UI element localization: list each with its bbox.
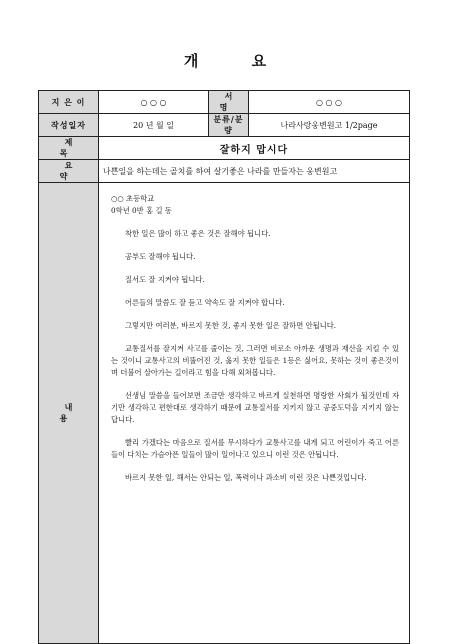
summary-form-table [38, 90, 410, 644]
name-label: 서 명 [209, 91, 249, 114]
document-title: 개 요 [183, 52, 291, 70]
summary-value: 나쁜일을 하는데는 골치를 하여 살기좋은 나라를 만들자는 웅변원고 [99, 160, 410, 183]
category-label: 분류/분량 [209, 114, 249, 137]
paragraph: 어른들의 말씀도 잘 듣고 약속도 잘 지켜야 합니다. [125, 298, 285, 307]
row-subject [39, 137, 410, 160]
row-summary [39, 160, 410, 183]
subject-label: 제 목 [39, 137, 99, 160]
student-line: 0학년 0반 홍 길 동 [111, 206, 172, 215]
content-label: 내 용 [39, 183, 99, 644]
paragraph: 선생님 말씀을 들어보면 조금만 생각하고 바르게 실천하면 명랑한 사회가 될것인데 자기만 생각하고 편한대로 생각하기 때문에 교통질서를 지키지 않고 공중도덕을 지키지 않는답니다. [111, 391, 399, 424]
subject-value: 잘하지 맙시다 [99, 137, 410, 160]
category-value: 나라사랑웅변원고 1/2page [249, 114, 410, 137]
paragraph: 착한 일은 많이 하고 좋은 것은 잘해야 됩니다. [125, 229, 271, 238]
paragraph: 질서도 잘 지켜야 됩니다. [125, 275, 205, 284]
paragraph: 공부도 잘해야 됩니다. [125, 252, 196, 261]
author-label: 지 은 이 [39, 91, 99, 114]
name-value: ○ ○ ○ [249, 91, 410, 114]
date-value: 20 년 월 일 [99, 114, 209, 137]
paragraph: 빨리 가겠다는 마음으로 질서를 무시하다가 교통사고를 내게 되고 어린이가 죽고 어른들이 다치는 가슴아픈 일들이 많이 일어나고 있으니 이런 것은 안됩니다. [111, 438, 399, 459]
paragraph: 바르지 못한 일, 해서는 안되는 일, 폭력이나 과소비 이런 것은 나쁜것입니다. [125, 473, 367, 482]
paragraph: 그렇지만 여러분, 바르지 못한 것, 좋지 못한 일은 잘하면 안됩니다. [125, 321, 337, 330]
author-value: ○ ○ ○ [99, 91, 209, 114]
date-label: 작성일자 [39, 114, 99, 137]
row-author [39, 91, 410, 114]
row-content [39, 183, 410, 644]
summary-label: 요 약 [39, 160, 99, 183]
school-line: ○○ 초등학교 [111, 194, 155, 203]
paragraph: 교통질서를 잘지켜 사고를 줄이는 것, 그러면 비로소 아까운 생명과 재산을 지킬 수 있는 것이니 교통사고의 비뚤어진 것, 옳지 못한 일들은 1등은 싫어요, 못하는 것이 좋은것이며 더불어 살아가는 길이라고 힘을 다해 외쳐봅니다. [111, 344, 399, 377]
content-body [99, 183, 410, 644]
row-date [39, 114, 410, 137]
